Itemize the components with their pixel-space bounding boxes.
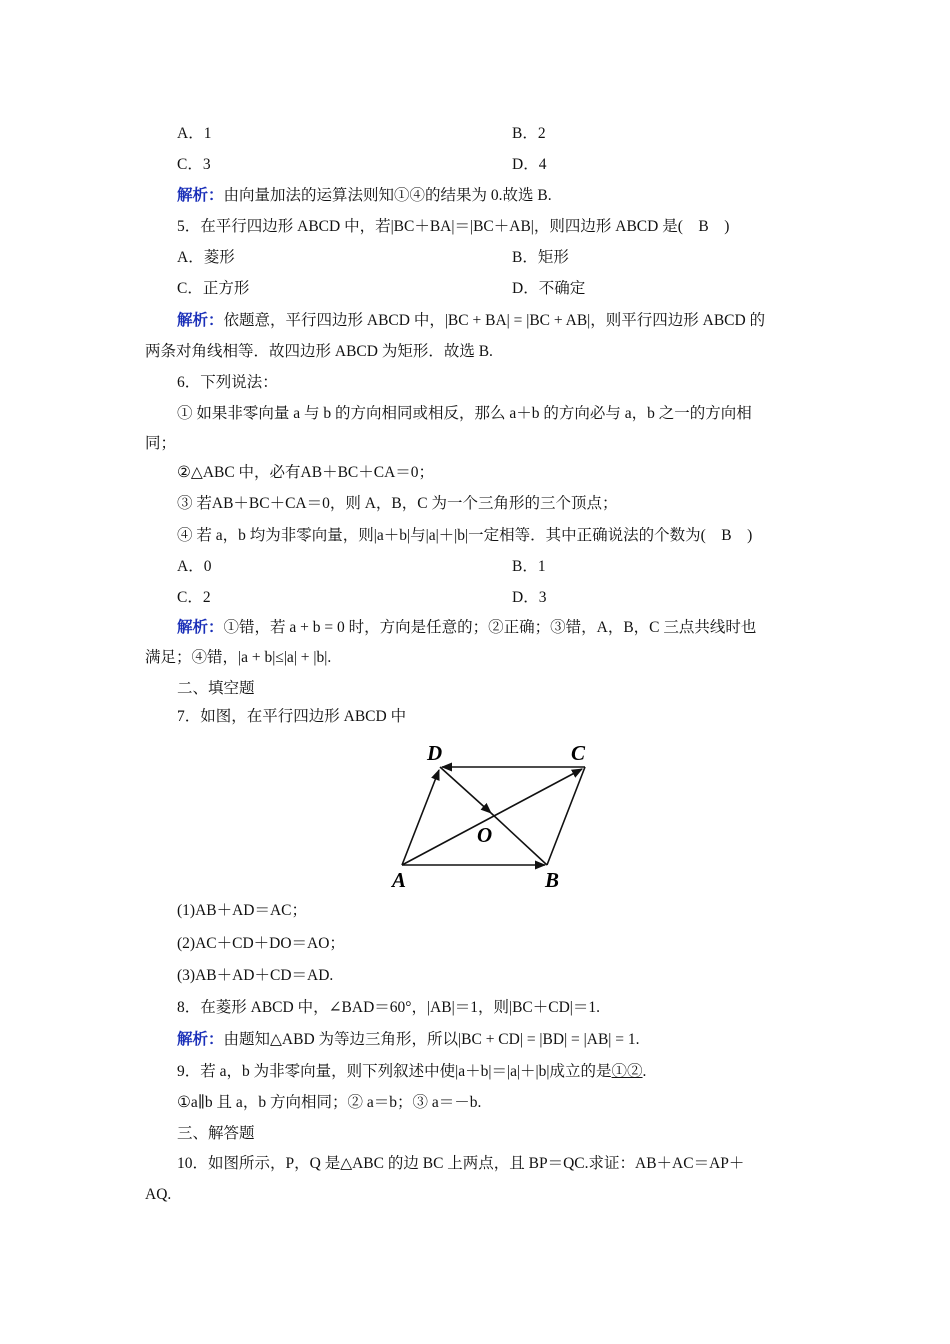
- q6-analysis-line1: [177, 618, 756, 638]
- q9-options: ①a∥b 且 a，b 方向相同；② a＝b；③ a＝－b.: [177, 1094, 482, 1111]
- q5-analysis-line1: [177, 311, 765, 331]
- q6-option-c: C．2: [177, 589, 211, 606]
- q6-option-a: A．0: [177, 558, 212, 575]
- parallelogram-figure: [385, 735, 600, 895]
- q6-statement-3: ③ 若AB＋BC＋CA＝0，则 A，B，C 为一个三角形的三个顶点；: [177, 495, 618, 512]
- q5-option-d: D．不确定: [512, 280, 586, 297]
- q6-statement-1b: 同；: [145, 435, 177, 452]
- q6-option-d: D．3: [512, 589, 547, 606]
- point-label-d: D: [427, 741, 443, 765]
- vector-ad: [402, 770, 439, 865]
- q4-analysis: [177, 186, 552, 206]
- q8-analysis-text: 由题知△ABD 为等边三角形，所以|BC + CD| = |BD| = |AB| = 1.: [223, 1031, 640, 1048]
- q4-option-a: A．1: [177, 125, 212, 142]
- q6-statement-2: ②△ABC 中，必有AB＋BC＋CA＝0；: [177, 464, 435, 481]
- analysis-label: 解析：: [177, 1031, 224, 1048]
- segment-ob: [491, 813, 547, 865]
- q5-analysis-line2: 两条对角线相等．故四边形 ABCD 为矩形．故选 B.: [145, 343, 493, 360]
- point-label-o: O: [477, 823, 493, 847]
- section-heading-solve: 三、解答题: [177, 1125, 255, 1142]
- q6-stem: 6．下列说法：: [177, 374, 278, 391]
- q4-option-d: D．4: [512, 156, 547, 173]
- vector-do: [440, 767, 491, 813]
- q7-answer-3: (3)AB＋AD＋CD＝AD.: [177, 967, 334, 984]
- analysis-label: 解析：: [177, 187, 224, 204]
- q8-stem: 8．在菱形 ABCD 中，∠BAD＝60°，|AB|＝1，则|BC＋CD|＝1.: [177, 999, 601, 1016]
- point-label-c: C: [571, 741, 586, 765]
- q10-stem-line2: AQ.: [145, 1186, 172, 1203]
- q5-option-c: C．正方形: [177, 280, 250, 297]
- q6-statement-4: ④ 若 a，b 均为非零向量，则|a＋b|与|a|＋|b|一定相等．其中正确说法的个数为( B ): [177, 527, 753, 544]
- q8-analysis: [177, 1030, 640, 1050]
- segment-bc: [547, 767, 585, 865]
- q9-stem-text: 9．若 a，b 为非零向量，则下列叙述中使|a＋b|＝|a|＋|b|成立的是: [177, 1063, 612, 1080]
- point-label-a: A: [392, 868, 407, 892]
- vector-ac: [402, 769, 582, 865]
- q5-option-b: B．矩形: [512, 249, 569, 266]
- q10-stem-line1: 10．如图所示，P，Q 是△ABC 的边 BC 上两点，且 BP＝QC.求证：AB＋AC＝AP＋: [177, 1155, 745, 1172]
- q7-stem: 7．如图，在平行四边形 ABCD 中: [177, 708, 407, 725]
- q9-stem: [177, 1062, 646, 1082]
- point-label-b: B: [545, 868, 560, 892]
- q6-statement-1a: ① 如果非零向量 a 与 b 的方向相同或相反，那么 a＋b 的方向必与 a，b 之一的方向相: [177, 405, 752, 422]
- q9-answer: ①②: [611, 1063, 643, 1080]
- section-heading-fill-in: 二、填空题: [177, 680, 255, 697]
- q5-option-a: A．菱形: [177, 249, 235, 266]
- q4-option-c: C．3: [177, 156, 211, 173]
- q9-stem-end: .: [642, 1063, 647, 1080]
- q5-stem: 5．在平行四边形 ABCD 中，若|BC＋BA|＝|BC＋AB|，则四边形 ABCD 是( B ): [177, 218, 730, 235]
- q6-option-b: B．1: [512, 558, 546, 575]
- q6-analysis-line2: 满足；④错，|a + b|≤|a| + |b|.: [145, 649, 332, 666]
- q6-analysis-text-1: ①错，若 a + b = 0 时，方向是任意的；②正确；③错，A，B，C 三点共线时也: [223, 619, 757, 636]
- q5-analysis-text-1: 依题意，平行四边形 ABCD 中，|BC + BA| = |BC + AB|，则平行四边形 ABCD 的: [223, 312, 766, 329]
- q7-answer-2: (2)AC＋CD＋DO＝AO；: [177, 935, 345, 952]
- q4-analysis-text: 由向量加法的运算法则知①④的结果为 0.故选 B.: [223, 187, 552, 204]
- q7-answer-1: (1)AB＋AD＝AC；: [177, 902, 308, 919]
- analysis-label: 解析：: [177, 312, 224, 329]
- analysis-label: 解析：: [177, 619, 224, 636]
- q4-option-b: B．2: [512, 125, 546, 142]
